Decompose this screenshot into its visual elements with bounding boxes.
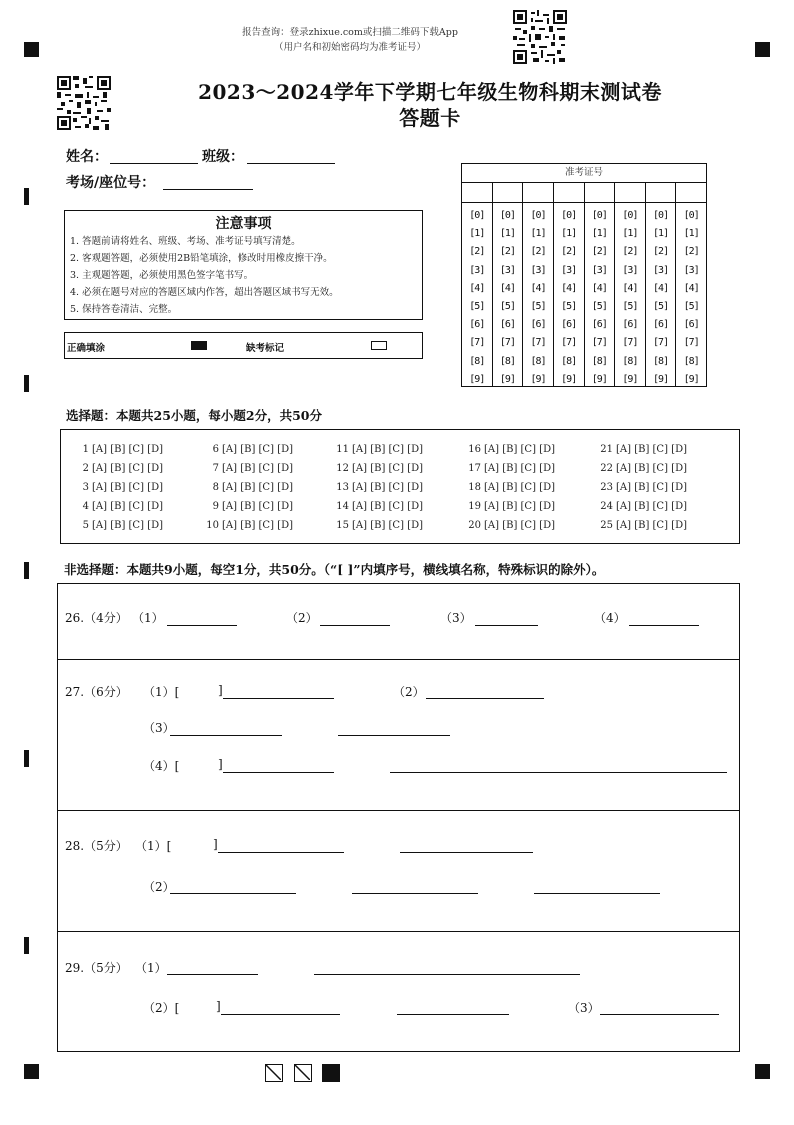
admission-number-title: 准考证号: [462, 164, 706, 183]
q27-part4-long-answer[interactable]: [390, 772, 727, 773]
digit-write-cell[interactable]: [523, 183, 554, 202]
choice-question-row[interactable]: [465, 459, 555, 478]
choice-question-row[interactable]: [333, 459, 423, 478]
timing-mark: [24, 562, 29, 579]
registration-mark-bottom-left: [24, 1064, 39, 1079]
digit-bubble[interactable]: [6]: [469, 319, 485, 331]
choice-question-group: [73, 440, 163, 535]
choice-section-title: 选择题：本题共25小题，每小题2分，共50分: [66, 408, 322, 423]
admission-digit-column: [523, 203, 554, 387]
question-29-area: [57, 931, 740, 1052]
digit-bubble[interactable]: [7]: [561, 337, 577, 349]
choice-question-number: 11: [336, 444, 349, 455]
nonchoice-section-title: 非选择题：本题共9小题，每空1分，共50分。（“[ ]”内填序号，横线填名称，特殊标识的除外）。: [64, 562, 605, 577]
page-marker-slashed-box: [265, 1064, 283, 1082]
digit-bubble[interactable]: [8]: [469, 355, 485, 367]
digit-bubble[interactable]: [0]: [499, 210, 515, 221]
digit-bubble[interactable]: [8]: [530, 355, 546, 367]
notice-item: 1. 答题前请将姓名、班级、考场、准考证号填写清楚。: [70, 236, 301, 247]
admission-digit-column: [462, 203, 493, 387]
digit-bubble[interactable]: [2]: [561, 246, 577, 258]
correct-fill-label: 正确填涂: [67, 343, 106, 354]
q29-part2-bracket-close: ]: [216, 999, 221, 1013]
class-field[interactable]: [247, 163, 335, 164]
digit-bubble[interactable]: [1]: [591, 228, 607, 240]
q26-part2-label: （2）: [286, 611, 318, 625]
digit-bubble[interactable]: [2]: [530, 246, 546, 258]
q28-part2-answer-3[interactable]: [534, 893, 660, 894]
choice-question-number: 24: [600, 501, 613, 512]
digit-bubble[interactable]: [9]: [469, 373, 485, 385]
choice-option-bubbles[interactable]: [A] [B] [C] [D]: [222, 520, 293, 531]
account-hint-text: （用户名和初始密码均为准考证号）: [273, 42, 426, 53]
choice-option-bubbles[interactable]: [A] [B] [C] [D]: [352, 501, 423, 512]
choice-question-row[interactable]: [203, 497, 293, 516]
digit-bubble[interactable]: [9]: [530, 373, 546, 385]
digit-bubble[interactable]: [0]: [653, 210, 669, 221]
choice-option-bubbles[interactable]: [A] [B] [C] [D]: [616, 482, 687, 493]
q27-part4-bracket-close: ]: [218, 757, 223, 771]
choice-question-row[interactable]: [333, 478, 423, 497]
digit-bubble[interactable]: [5]: [653, 301, 669, 313]
choice-question-row[interactable]: [203, 440, 293, 459]
digit-bubble[interactable]: [0]: [591, 210, 607, 221]
digit-bubble[interactable]: [3]: [530, 264, 546, 276]
q28-part2-answer-2[interactable]: [352, 893, 478, 894]
digit-bubble[interactable]: [5]: [469, 301, 485, 313]
timing-mark: [24, 750, 29, 767]
question-26-area: [57, 583, 740, 660]
choice-option-bubbles[interactable]: [A] [B] [C] [D]: [222, 482, 293, 493]
notice-title: 注意事项: [215, 216, 272, 232]
digit-bubble[interactable]: [5]: [499, 301, 515, 313]
choice-option-bubbles[interactable]: [A] [B] [C] [D]: [352, 520, 423, 531]
admission-digit-column: [554, 203, 585, 387]
q26-part2-answer[interactable]: [320, 625, 390, 626]
digit-bubble[interactable]: [2]: [653, 246, 669, 258]
digit-bubble[interactable]: [7]: [469, 337, 485, 349]
timing-mark: [24, 375, 29, 392]
admission-digit-column: [585, 203, 616, 387]
seat-label: 考场/座位号：: [66, 175, 156, 191]
digit-bubble[interactable]: [9]: [653, 373, 669, 385]
q26-part3-label: （3）: [440, 611, 472, 625]
choice-option-bubbles[interactable]: [A] [B] [C] [D]: [92, 482, 163, 493]
choice-question-number: 7: [212, 463, 219, 474]
digit-bubble[interactable]: [3]: [622, 264, 638, 276]
timing-mark: [24, 188, 29, 205]
q29-part3-label: （3）: [568, 1001, 600, 1015]
digit-bubble[interactable]: [9]: [591, 373, 607, 385]
class-label: 班级：: [202, 149, 244, 165]
notice-item: 2. 客观题答题，必须使用2B铅笔填涂，修改时用橡皮擦干净。: [70, 253, 333, 264]
choice-option-bubbles[interactable]: [A] [B] [C] [D]: [92, 501, 163, 512]
q29-part2-label: （2）[: [143, 1001, 180, 1015]
digit-bubble[interactable]: [8]: [653, 355, 669, 367]
digit-bubble[interactable]: [4]: [530, 282, 546, 294]
choice-question-row[interactable]: [333, 516, 423, 535]
choice-question-row[interactable]: [597, 478, 687, 497]
q29-part1-label: （1）: [135, 961, 167, 975]
digit-bubble[interactable]: [4]: [591, 282, 607, 294]
digit-bubble[interactable]: [8]: [561, 355, 577, 367]
digit-bubble[interactable]: [6]: [622, 319, 638, 331]
q27-part4-label: （4）[: [143, 759, 180, 773]
q27-part3-label: （3）: [143, 721, 175, 735]
choice-option-bubbles[interactable]: [A] [B] [C] [D]: [616, 520, 687, 531]
timing-mark: [24, 937, 29, 954]
choice-question-number: 13: [336, 482, 349, 493]
choice-question-row[interactable]: [73, 459, 163, 478]
choice-question-number: 1: [82, 444, 89, 455]
digit-write-cell[interactable]: [585, 183, 616, 202]
choice-question-row[interactable]: [465, 440, 555, 459]
admission-digit-column: [493, 203, 524, 387]
digit-write-cell[interactable]: [554, 183, 585, 202]
digit-bubble[interactable]: [2]: [469, 246, 485, 258]
choice-option-bubbles[interactable]: [A] [B] [C] [D]: [352, 463, 423, 474]
q28-part1-label: （1）[: [135, 839, 172, 853]
digit-bubble[interactable]: [4]: [683, 282, 699, 294]
digit-bubble[interactable]: [7]: [591, 337, 607, 349]
choice-question-row[interactable]: [73, 516, 163, 535]
choice-question-number: 2: [82, 463, 89, 474]
choice-question-row[interactable]: [597, 497, 687, 516]
q28-part1-bracket-close: ]: [213, 837, 218, 851]
digit-bubble[interactable]: [6]: [561, 319, 577, 331]
choice-question-row[interactable]: [203, 516, 293, 535]
choice-question-row[interactable]: [597, 516, 687, 535]
digit-bubble[interactable]: [6]: [499, 319, 515, 331]
digit-bubble[interactable]: [3]: [653, 264, 669, 276]
digit-bubble[interactable]: [8]: [591, 355, 607, 367]
digit-bubble[interactable]: [5]: [561, 301, 577, 313]
q26-part1-label: （1）: [132, 611, 164, 625]
exam-title: 2023～2024学年下学期七年级生物科期末测试卷: [198, 80, 662, 104]
digit-bubble[interactable]: [0]: [683, 210, 699, 221]
admission-number-bubble-grid: [462, 203, 706, 387]
q27-part1-label: （1）[: [143, 685, 180, 699]
choice-option-bubbles[interactable]: [A] [B] [C] [D]: [616, 444, 687, 455]
digit-bubble[interactable]: [7]: [530, 337, 546, 349]
notice-item: 4. 必须在题号对应的答题区域内作答，超出答题区域书写无效。: [70, 287, 339, 298]
digit-bubble[interactable]: [0]: [561, 210, 577, 221]
digit-bubble[interactable]: [4]: [622, 282, 638, 294]
digit-bubble[interactable]: [7]: [653, 337, 669, 349]
q26-part3-answer[interactable]: [475, 625, 538, 626]
question-28-label: 28.（5分）: [65, 839, 128, 853]
digit-bubble[interactable]: [0]: [622, 210, 638, 221]
digit-write-cell[interactable]: [676, 183, 706, 202]
choice-option-bubbles[interactable]: [A] [B] [C] [D]: [352, 444, 423, 455]
digit-bubble[interactable]: [4]: [469, 282, 485, 294]
registration-mark-top-right: [755, 42, 770, 57]
choice-option-bubbles[interactable]: [A] [B] [C] [D]: [484, 520, 555, 531]
choice-question-number: 12: [336, 463, 349, 474]
choice-question-number: 10: [206, 520, 219, 531]
choice-question-group: [333, 440, 423, 535]
correct-fill-sample: [191, 341, 207, 350]
choice-question-number: 18: [468, 482, 481, 493]
q26-part4-label: （4）: [594, 611, 626, 625]
digit-bubble[interactable]: [4]: [499, 282, 515, 294]
choice-question-number: 4: [82, 501, 89, 512]
question-27-area: [57, 659, 740, 811]
choice-option-bubbles[interactable]: [A] [B] [C] [D]: [352, 482, 423, 493]
choice-question-group: [465, 440, 555, 535]
choice-question-number: 9: [212, 501, 219, 512]
digit-bubble[interactable]: [7]: [499, 337, 515, 349]
digit-bubble[interactable]: [8]: [499, 355, 515, 367]
choice-question-row[interactable]: [203, 478, 293, 497]
choice-option-bubbles[interactable]: [A] [B] [C] [D]: [92, 444, 163, 455]
digit-bubble[interactable]: [5]: [683, 301, 699, 313]
digit-write-cell[interactable]: [462, 183, 493, 202]
notice-box: [64, 210, 423, 320]
digit-bubble[interactable]: [9]: [683, 373, 699, 385]
digit-bubble[interactable]: [6]: [591, 319, 607, 331]
q27-part2-answer[interactable]: [426, 698, 544, 699]
digit-bubble[interactable]: [6]: [653, 319, 669, 331]
digit-bubble[interactable]: [3]: [683, 264, 699, 276]
choice-option-bubbles[interactable]: [A] [B] [C] [D]: [222, 463, 293, 474]
choice-question-number: 5: [82, 520, 89, 531]
admission-digit-column: [676, 203, 706, 387]
choice-question-row[interactable]: [73, 497, 163, 516]
choice-option-bubbles[interactable]: [A] [B] [C] [D]: [484, 482, 555, 493]
digit-bubble[interactable]: [1]: [683, 228, 699, 240]
digit-bubble[interactable]: [1]: [561, 228, 577, 240]
digit-bubble[interactable]: [5]: [530, 301, 546, 313]
digit-bubble[interactable]: [3]: [499, 264, 515, 276]
choice-question-number: 8: [212, 482, 219, 493]
question-26-label: 26.（4分）: [65, 611, 128, 625]
choice-question-number: 20: [468, 520, 481, 531]
digit-bubble[interactable]: [2]: [622, 246, 638, 258]
absent-mark-checkbox[interactable]: [371, 341, 387, 350]
q29-part2-answer-2[interactable]: [397, 1014, 509, 1015]
digit-bubble[interactable]: [5]: [591, 301, 607, 313]
choice-question-row[interactable]: [203, 459, 293, 478]
choice-option-bubbles[interactable]: [A] [B] [C] [D]: [616, 501, 687, 512]
digit-write-cell[interactable]: [615, 183, 646, 202]
q27-part2-label: （2）: [393, 685, 425, 699]
digit-bubble[interactable]: [1]: [499, 228, 515, 240]
q26-part1-answer[interactable]: [167, 625, 237, 626]
q28-part2-label: （2）: [143, 880, 175, 894]
choice-question-row[interactable]: [73, 440, 163, 459]
choice-question-group: [597, 440, 687, 535]
choice-question-number: 23: [600, 482, 613, 493]
q26-part4-answer[interactable]: [629, 625, 699, 626]
digit-bubble[interactable]: [2]: [499, 246, 515, 258]
digit-bubble[interactable]: [3]: [591, 264, 607, 276]
choice-question-number: 17: [468, 463, 481, 474]
digit-bubble[interactable]: [2]: [591, 246, 607, 258]
digit-bubble[interactable]: [2]: [683, 246, 699, 258]
digit-bubble[interactable]: [6]: [530, 319, 546, 331]
choice-question-number: 19: [468, 501, 481, 512]
q28-part2-answer-1[interactable]: [170, 893, 296, 894]
fill-example-box: [64, 332, 423, 359]
question-29-label: 29.（5分）: [65, 961, 128, 975]
digit-bubble[interactable]: [7]: [622, 337, 638, 349]
choice-question-row[interactable]: [333, 497, 423, 516]
choice-option-bubbles[interactable]: [A] [B] [C] [D]: [484, 463, 555, 474]
choice-question-row[interactable]: [465, 516, 555, 535]
digit-bubble[interactable]: [5]: [622, 301, 638, 313]
digit-bubble[interactable]: [1]: [530, 228, 546, 240]
notice-item: 5. 保持答卷清洁、完整。: [70, 304, 178, 315]
digit-bubble[interactable]: [7]: [683, 337, 699, 349]
sheet-qr-code: [57, 76, 111, 130]
q27-part1-name-answer[interactable]: [223, 698, 334, 699]
absent-mark-label: 缺考标记: [246, 343, 285, 354]
q29-part2-name-answer[interactable]: [221, 1014, 340, 1015]
q27-part3-answer-2[interactable]: [338, 735, 450, 736]
choice-question-row[interactable]: [333, 440, 423, 459]
question-28-area: [57, 810, 740, 932]
admission-number-table: [461, 163, 707, 387]
q27-part4-name-answer[interactable]: [223, 772, 334, 773]
choice-option-bubbles[interactable]: [A] [B] [C] [D]: [222, 444, 293, 455]
choice-question-row[interactable]: [597, 440, 687, 459]
choice-question-number: 22: [600, 463, 613, 474]
q29-part3-answer[interactable]: [600, 1014, 719, 1015]
choice-question-group: [203, 440, 293, 535]
q27-part1-bracket-close: ]: [218, 683, 223, 697]
digit-bubble[interactable]: [6]: [683, 319, 699, 331]
name-field[interactable]: [110, 163, 198, 164]
admission-digit-column: [646, 203, 677, 387]
digit-bubble[interactable]: [0]: [469, 210, 485, 221]
choice-question-number: 14: [336, 501, 349, 512]
q29-part1-answer-2[interactable]: [314, 974, 580, 975]
q27-part3-answer-1[interactable]: [170, 735, 282, 736]
page-marker-slashed-box: [294, 1064, 312, 1082]
q28-part1-name-answer[interactable]: [218, 852, 344, 853]
choice-question-row[interactable]: [73, 478, 163, 497]
choice-option-bubbles[interactable]: [A] [B] [C] [D]: [92, 463, 163, 474]
digit-bubble[interactable]: [8]: [622, 355, 638, 367]
digit-bubble[interactable]: [9]: [499, 373, 515, 385]
admission-digit-column: [615, 203, 646, 387]
digit-write-cell[interactable]: [493, 183, 524, 202]
app-qr-code[interactable]: [513, 10, 567, 64]
choice-question-number: 3: [82, 482, 89, 493]
report-query-text: 报告查询：登录zhixue.com或扫描二维码下载App: [242, 27, 458, 38]
digit-bubble[interactable]: [3]: [469, 264, 485, 276]
choice-question-number: 6: [212, 444, 219, 455]
choice-question-number: 25: [600, 520, 613, 531]
choice-question-number: 21: [600, 444, 613, 455]
digit-bubble[interactable]: [1]: [653, 228, 669, 240]
q29-part1-answer-1[interactable]: [167, 974, 258, 975]
choice-question-row[interactable]: [597, 459, 687, 478]
digit-bubble[interactable]: [3]: [561, 264, 577, 276]
registration-mark-bottom-right: [755, 1064, 770, 1079]
choice-answer-box: [60, 429, 740, 544]
choice-option-bubbles[interactable]: [A] [B] [C] [D]: [222, 501, 293, 512]
admission-number-write-row[interactable]: [462, 183, 706, 203]
choice-question-number: 15: [336, 520, 349, 531]
q28-part1-answer-2[interactable]: [400, 852, 533, 853]
digit-bubble[interactable]: [8]: [683, 355, 699, 367]
choice-question-row[interactable]: [465, 478, 555, 497]
question-27-label: 27.（6分）: [65, 685, 128, 699]
digit-bubble[interactable]: [0]: [530, 210, 546, 221]
digit-bubble[interactable]: [1]: [469, 228, 485, 240]
choice-option-bubbles[interactable]: [A] [B] [C] [D]: [616, 463, 687, 474]
choice-option-bubbles[interactable]: [A] [B] [C] [D]: [484, 501, 555, 512]
digit-bubble[interactable]: [4]: [653, 282, 669, 294]
digit-write-cell[interactable]: [646, 183, 677, 202]
choice-question-row[interactable]: [465, 497, 555, 516]
digit-bubble[interactable]: [4]: [561, 282, 577, 294]
choice-question-number: 16: [468, 444, 481, 455]
name-label: 姓名：: [66, 149, 108, 165]
notice-item: 3. 主观题答题，必须使用黑色签字笔书写。: [70, 270, 254, 281]
digit-bubble[interactable]: [9]: [622, 373, 638, 385]
digit-bubble[interactable]: [9]: [561, 373, 577, 385]
digit-bubble[interactable]: [1]: [622, 228, 638, 240]
seat-field[interactable]: [163, 189, 253, 190]
exam-subtitle: 答题卡: [399, 106, 461, 130]
choice-option-bubbles[interactable]: [A] [B] [C] [D]: [484, 444, 555, 455]
choice-option-bubbles[interactable]: [A] [B] [C] [D]: [92, 520, 163, 531]
page-marker-filled-box: [322, 1064, 340, 1082]
